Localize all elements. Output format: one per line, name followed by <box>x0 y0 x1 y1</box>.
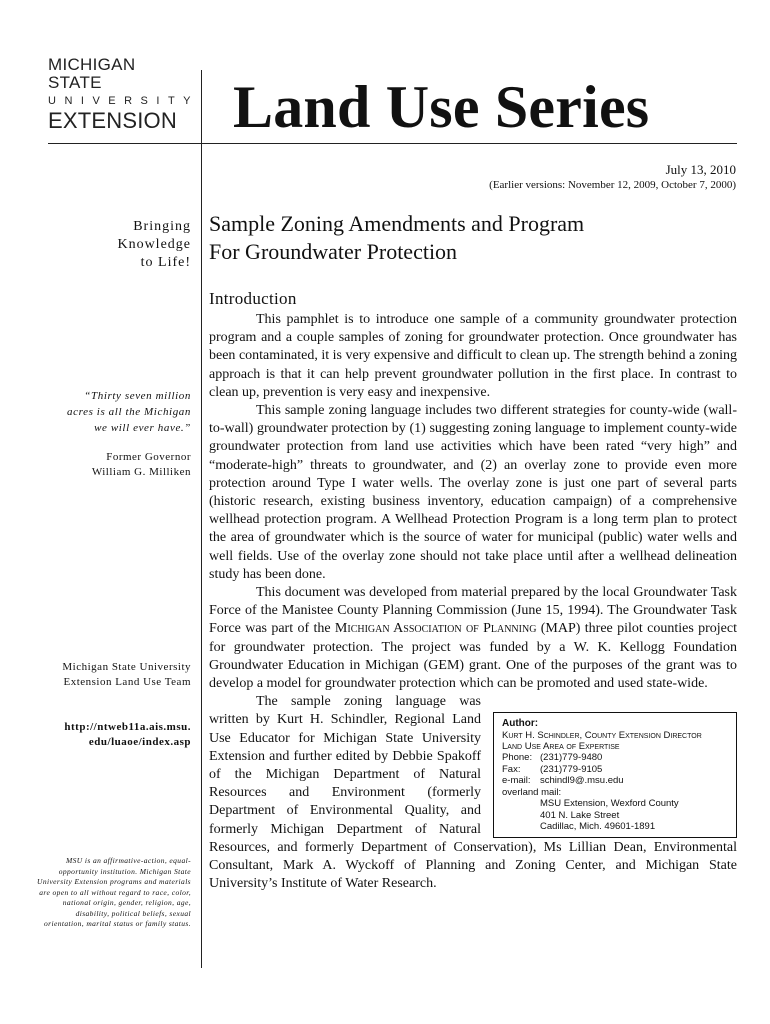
eo-line: MSU is an affirmative-action, equal- <box>65 856 191 865</box>
logo-line-3: EXTENSION <box>48 108 177 133</box>
eo-line: orientation, marital status or family status. <box>44 919 191 928</box>
document-title <box>209 210 584 266</box>
paragraph-3-text-a: This document was developed from material prepared by the local Groundwater Task Force of the Manistee County Planning Commission (June 15, 1994). The Groundwater Task Force was part of the <box>209 585 737 637</box>
quote-line: acres is all the Michigan <box>67 406 191 418</box>
vertical-rule <box>201 70 202 968</box>
eo-line: national origin, gender, religion, age, <box>62 898 191 907</box>
paragraph-4-text: The sample zoning language was written by Kurt H. Schindler, Regional Land Use Educator for Michigan State University Extension and further edited by Debbie Spakoff of the Michigan Department of Natural Resources and Environment (formerly Department of Environmental Quality, and formerly Michigan Department of Natural Resources, and formerly Department of Conservation), Ms Lillian Dean, Environmental Consultant, Mark A. Wyckoff of Planning and Zoning Center, and Michigan State University’s Institute of Water Research. <box>209 694 737 892</box>
quote-attribution <box>92 450 191 480</box>
slogan-line: Knowledge <box>117 237 191 252</box>
author-box <box>493 712 737 838</box>
map-organization-name: Michigan Association of Planning <box>334 621 537 637</box>
quote-line: we will ever have.” <box>94 422 191 434</box>
author-heading: Author: <box>502 718 539 730</box>
eo-line: disability, political beliefs, sexual <box>75 908 191 918</box>
author-area: Land Use Area of Expertise <box>502 741 620 753</box>
address-line: MSU Extension, Wexford County <box>540 798 679 810</box>
phone-value: (231)779-9480 <box>540 752 603 764</box>
team-line: Extension Land Use Team <box>63 676 191 688</box>
email-label: e-mail: <box>502 775 531 787</box>
url-line[interactable]: edu/luaoe/index.asp <box>88 736 191 748</box>
paragraph-3-text-b: (MAP) three pilot counties project for groundwater protection. The project was funded by a W. K. Kellogg Foundation Groundwater Education in Michigan (GEM) grant. One of the purposes of the grant was to develop a model for groundwater protection which can be promoted and used state-wide. <box>209 621 737 692</box>
logo-line-1: MICHIGAN STATE <box>48 55 136 92</box>
team-url-link[interactable] <box>64 720 191 750</box>
email-link[interactable]: schindl9@.msu.edu <box>540 775 624 787</box>
eo-line: opportunity institution. Michigan State <box>58 866 191 876</box>
paragraph-4 <box>209 693 737 893</box>
slogan-line: Bringing <box>133 219 191 234</box>
attribution-line: Former Governor <box>106 451 191 463</box>
intro-heading: Introduction <box>209 289 297 308</box>
sidebar-slogan <box>117 218 191 272</box>
logo-line-2: UNIVERSITY <box>48 95 200 107</box>
author-name: Kurt H. Schindler, County Extension Director <box>502 729 702 741</box>
slogan-line: to Life! <box>140 255 191 270</box>
series-title: Land Use Series <box>233 74 650 140</box>
fax-value: (231)779-9105 <box>540 763 603 775</box>
url-line[interactable]: http://ntweb11a.ais.msu. <box>64 721 191 733</box>
paragraph-1: This pamphlet is to introduce one sample of a community groundwater protection program and a couple samples of zoning for groundwater protection. Once groundwater has been contaminated, it is very expensive and difficult to clean up. The strength behind a zoning approach is that it can help prevent groundwater pollution in the first place. In contrast to clean up, prevention is very easy and inexpensive. <box>209 312 737 400</box>
eo-line: University Extension programs and materials <box>37 877 191 886</box>
author-email-row <box>502 775 730 786</box>
fax-label: Fax: <box>502 763 521 775</box>
document-date: July 13, 2010 <box>665 162 736 177</box>
eo-statement <box>37 856 191 930</box>
land-use-team <box>62 660 191 690</box>
earlier-versions: (Earlier versions: November 12, 2009, October 7, 2000) <box>489 179 736 191</box>
sidebar-quote <box>67 388 191 436</box>
title-line-2: For Groundwater Protection <box>209 239 458 264</box>
address-line: Cadillac, Mich. 49601-1891 <box>540 820 656 832</box>
title-line-1: Sample Zoning Amendments and Program <box>209 211 585 236</box>
phone-label: Phone: <box>502 752 533 764</box>
paragraph-2: This sample zoning language includes two different strategies for county-wide (wall-to-wall) groundwater protection by (1) suggesting zoning language to implement county-wide groundwater protection from land use activities which have been rated “very high” and “moderate-high” threats to groundwater, and (2) an overlay zone to provide even more protection around Type I water wells. The overlay zone is just one part of several parts (historic research, existing business inventory, education campaign) of a comprehensive wellhead protection program. A Wellhead Protection Program is a long term plan to protect the area of groundwater which is the source of water for municipal (public) water wells and well fields. Use of the overlay zone should not take place until after a wellhead delineation study has been done. <box>209 403 737 582</box>
author-phone-row <box>502 752 730 763</box>
header-rule <box>48 143 737 144</box>
address-line: 401 N. Lake Street <box>540 809 620 821</box>
eo-line: are open to all without regard to race, color, <box>39 887 191 897</box>
team-line: Michigan State University <box>62 661 191 673</box>
mail-label: overland mail: <box>502 786 562 798</box>
attribution-line: William G. Milliken <box>91 466 191 478</box>
msu-extension-logo <box>48 55 200 133</box>
document-body <box>209 311 737 894</box>
quote-line: “Thirty seven million <box>84 390 191 402</box>
author-fax-row <box>502 764 730 775</box>
paragraph-3 <box>209 584 737 693</box>
